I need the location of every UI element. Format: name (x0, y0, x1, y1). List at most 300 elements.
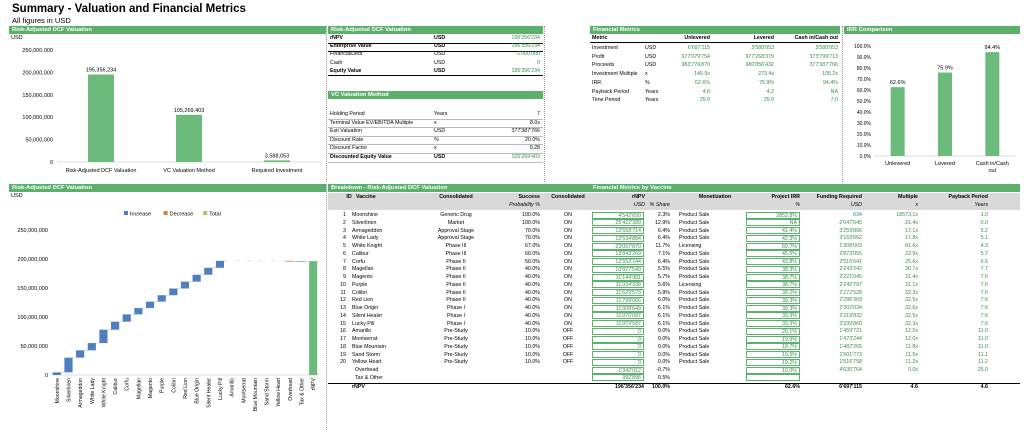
dcf-row-unit: USD (434, 51, 446, 58)
waterfall-bar (169, 288, 177, 295)
fin-metrics-header: Financial Metrics (590, 26, 840, 34)
vc-row-value: 377'387'766 (511, 128, 540, 135)
breakdown-row-probability: 40.0% (524, 297, 540, 304)
breakdown-row-monetization: Product Sale (679, 328, 710, 335)
breakdown-row-monetization: Product Sale (679, 219, 710, 226)
fmv-row-payback: 5.2 (980, 227, 988, 234)
waterfall-category-label: Tax & Other (299, 378, 306, 406)
waterfall-bar (181, 282, 189, 289)
breakdown-row-rnpv[interactable]: 13'843'269 (592, 250, 644, 257)
breakdown-row-status[interactable]: ON (564, 289, 572, 296)
waterfall-bar (88, 343, 96, 350)
breakdown-row-status[interactable]: ON (564, 250, 572, 257)
waterfall-category-label: Red Lion (183, 378, 189, 399)
fmv-row-multiple: 32.5x (905, 312, 918, 319)
breakdown-row-vaccine: Magellan (352, 266, 374, 273)
fmv-row-multiple: 81.6x (905, 243, 918, 249)
dcf-chart-data-label: 105,269,403 (173, 107, 205, 114)
vc-row-label: Discount Factor (330, 145, 368, 152)
breakdown-row-monetization: Product Sale (679, 312, 710, 319)
waterfall-bar (309, 261, 317, 375)
breakdown-row-monetization: Product Sale (679, 274, 710, 280)
fin-row-value: 377'387'766 (809, 62, 838, 69)
vc-row-label: Holding Period (330, 111, 365, 117)
fmv-row-irr[interactable]: 39.3% (746, 312, 800, 319)
breakdown-row-probability: 10.0% (524, 328, 540, 335)
waterfall-chart (9, 205, 326, 431)
vc-row-divider (328, 162, 543, 163)
waterfall-category-label: Silverlinen (66, 378, 73, 402)
breakdown-row-share: 6.4% (657, 227, 670, 234)
breakdown-row-vaccine: Silent Healer (352, 312, 383, 319)
fmv-row-irr[interactable]: 45.5% (746, 250, 800, 257)
waterfall-category-label: White Lady (89, 378, 96, 404)
waterfall-ytick: 150,000,000 (17, 286, 48, 292)
breakdown-row-rnpv[interactable]: 11'979'587 (592, 320, 644, 327)
breakdown-row-stage: Pre-Study (444, 343, 468, 350)
fin-row-label: IRR (592, 79, 602, 86)
breakdown-row-rnpv[interactable]: 23'057'870 (592, 243, 644, 250)
breakdown-row-vaccine: Magento (352, 274, 373, 280)
waterfall-bar (204, 268, 212, 275)
breakdown-row-probability: 100.0% (522, 212, 540, 218)
fin-row-value: NA (830, 88, 838, 95)
breakdown-row-monetization: Licensing (679, 243, 702, 249)
breakdown-row-vaccine: Overhead (355, 367, 379, 373)
breakdown-row-stage: Pre-Study (444, 336, 468, 342)
fmv-row-multiple: 12.2x (905, 328, 918, 335)
fmv-row-payback: 7.6 (980, 297, 988, 304)
breakdown-subheader: % (795, 202, 800, 208)
breakdown-total-label: rNPV (352, 383, 365, 390)
fmv-row-payback: 7.6 (980, 274, 988, 280)
waterfall-category-label: Silent Healer (206, 378, 213, 408)
breakdown-row-vaccine: Amarillo (352, 328, 372, 335)
waterfall-bar (286, 261, 294, 262)
breakdown-row-vaccine: Yellow Heart (352, 359, 382, 366)
breakdown-row-vaccine: Corfu (352, 258, 365, 265)
fmv-row-funding: 4'630'764 (839, 367, 862, 373)
breakdown-row-probability: 10.0% (524, 336, 540, 342)
breakdown-row-rnpv[interactable]: 0 (592, 343, 644, 350)
fmv-row-irr[interactable]: 69.7% (746, 243, 800, 250)
fmv-row-irr[interactable]: 38.7% (746, 274, 800, 281)
breakdown-row-share: 12.9% (654, 219, 670, 226)
fin-row-label: Profit (592, 53, 605, 60)
irr-chart-ytick: 80.0% (856, 66, 871, 72)
breakdown-row-stage: Pre-Study (444, 328, 468, 335)
irr-chart-ytick: 70.0% (856, 77, 871, 83)
breakdown-row-share: 5.6% (657, 281, 670, 288)
breakdown-row-status[interactable]: ON (564, 320, 572, 327)
breakdown-subheader: x (915, 202, 918, 208)
dcf-chart-unit: USD (11, 35, 23, 41)
vc-row-value: 20.0% (524, 136, 540, 143)
fmv-row-funding: 3'163'662 (839, 235, 862, 242)
breakdown-row-probability: 40.0% (524, 312, 540, 319)
fin-row-value: 7.0 (830, 97, 838, 104)
fin-row-value: 6'697'115 (687, 45, 710, 51)
breakdown-row-vaccine: Silverlinen (352, 219, 377, 226)
fmv-row-multiple: 32.3x (905, 320, 918, 327)
fmv-total-irr: 62.6% (784, 383, 800, 390)
fin-row-unit: USD (645, 53, 657, 60)
breakdown-row-share: 6.1% (657, 305, 670, 311)
waterfall-category-label: Magento (148, 378, 155, 399)
waterfall-legend-swatch (124, 211, 128, 215)
breakdown-col-header: Project IRR (771, 194, 800, 200)
irr-chart-ytick: 40.0% (856, 110, 871, 116)
breakdown-row-id: 8 (343, 266, 346, 273)
breakdown-row-stage: Generic Drug (440, 212, 472, 218)
breakdown-row-probability: 40.0% (524, 289, 540, 296)
fmv-header: Financial Metrics by Vaccine (590, 184, 1020, 192)
fmv-row-funding: 3'259'806 (839, 227, 862, 234)
vc-row-unit: Years (434, 111, 448, 117)
fmv-row-irr[interactable]: 39.3% (746, 305, 800, 312)
fin-header-divider (590, 42, 840, 43)
fmv-row-irr[interactable]: 2853.8% (746, 212, 800, 219)
dcf-chart-ytick: 50,000,000 (25, 137, 53, 144)
fmv-row-multiple: 30.7x (905, 266, 918, 273)
waterfall-category-label: White Knight (101, 378, 108, 408)
breakdown-header: Breakdown - Risk-Adjusted DCF Valuation (328, 184, 590, 192)
breakdown-row-rnpv[interactable]: 25'422'389 (592, 219, 644, 226)
breakdown-row-id: 10 (340, 281, 346, 288)
breakdown-row-probability: 70.0% (524, 235, 540, 242)
breakdown-row-vaccine: Sand Storm (352, 351, 380, 358)
breakdown-row-share: 2.3% (657, 212, 670, 218)
fmv-row-funding: -2'047'645 (837, 219, 862, 226)
vc-row-label: Discount Rate (330, 136, 364, 143)
fmv-row-funding: 1'501'773 (839, 351, 862, 358)
dcf-row-value: 0 (537, 59, 540, 66)
breakdown-total-rnpv: 196'356'234 (614, 383, 644, 390)
fmv-row-irr[interactable]: 10.0% (746, 367, 800, 374)
vc-row-value: 8.0x (529, 119, 540, 126)
breakdown-row-share: 0.0% (657, 336, 670, 342)
fmv-row-irr[interactable]: 19.5% (746, 351, 800, 358)
breakdown-row-status[interactable]: ON (564, 297, 572, 304)
breakdown-row-status[interactable]: ON (564, 235, 572, 242)
breakdown-row-status[interactable]: ON (564, 305, 572, 311)
fmv-row-multiple: -31.4x (903, 219, 918, 226)
waterfall-category-label: Magellan (136, 378, 143, 400)
fmv-row-funding: 1'487'265 (839, 343, 862, 350)
fmv-row-multiple: 31.4x (905, 274, 918, 280)
dcf-row-unit: USD (434, 35, 446, 41)
fin-row-label: Time Period (592, 97, 621, 104)
fmv-row-irr[interactable]: 38.3% (746, 266, 800, 273)
waterfall-category-label: rNPV (311, 378, 318, 391)
fmv-row-irr[interactable]: 19.7% (746, 343, 800, 350)
waterfall-category-label: Montserrat (241, 378, 248, 403)
dcf-row-value: 196'356'234 (511, 35, 540, 41)
waterfall-category-label: Armageddon (78, 378, 85, 408)
breakdown-row-vaccine: Lucky Pill (352, 320, 375, 327)
dcf-chart-category-label: Required Investment (251, 168, 303, 174)
breakdown-row-stage: Pre-Study (444, 359, 468, 366)
breakdown-row-id: 19 (340, 351, 346, 358)
breakdown-row-rnpv[interactable]: 12'534'884 (592, 235, 644, 242)
breakdown-row-status[interactable]: OFF (562, 336, 574, 342)
dcf-row-value: -1'000'000 (515, 51, 540, 58)
fin-row-value: 977'268'379 (745, 53, 774, 60)
breakdown-row-monetization: Product Sale (679, 289, 710, 296)
vc-row-label: Terminal Value EV/EBITDA Multiple (330, 119, 414, 126)
breakdown-row-monetization: Product Sale (679, 212, 710, 218)
breakdown-row-probability: 10.0% (524, 351, 540, 358)
breakdown-row-share: 11.7% (655, 243, 670, 249)
dcf-chart-header: Risk-Adjusted DCF Valuation (9, 26, 326, 34)
irr-chart-data-label: 94.4% (984, 45, 1001, 52)
dcf-chart-ytick: 100,000,000 (22, 115, 53, 122)
fmv-row-multiple: 12.0x (905, 336, 918, 342)
breakdown-row-rnpv[interactable]: 992'896 (592, 374, 644, 381)
breakdown-row-rnpv[interactable]: 0 (592, 336, 644, 343)
fmv-row-funding: 2'286'369 (839, 297, 862, 304)
irr-bar-chart (844, 36, 1020, 181)
dcf-row-label: Cash (330, 59, 343, 66)
breakdown-row-rnpv[interactable]: 11'970'087 (592, 312, 644, 319)
breakdown-row-id: 7 (343, 258, 346, 265)
breakdown-row-id: 17 (340, 336, 346, 342)
fmv-row-payback: 11.2 (978, 359, 988, 366)
dcf-table-header: Risk-Adjusted DCF Valuation (328, 26, 543, 34)
fmv-row-irr[interactable]: 39.3% (746, 297, 800, 304)
fin-row-unit: Years (645, 88, 659, 95)
breakdown-row-rnpv[interactable]: 0 (592, 328, 644, 335)
irr-chart-category-label: out (988, 168, 997, 174)
breakdown-row-monetization: Product Sale (679, 336, 710, 342)
breakdown-subheader: Years (974, 202, 988, 208)
breakdown-col-header: rNPV (632, 194, 645, 200)
breakdown-row-rnpv[interactable]: 4'542'650 (592, 212, 644, 219)
waterfall-ytick: 100,000,000 (17, 315, 48, 321)
fin-row-value: 4.2 (766, 88, 774, 95)
fin-row-label: Payback Period (592, 88, 630, 95)
fin-row-value: 3'588'053 (751, 45, 774, 51)
breakdown-row-probability: 67.0% (524, 243, 540, 249)
fmv-row-irr[interactable]: 39.3% (746, 320, 800, 327)
irr-chart-bar (985, 52, 999, 156)
breakdown-row-probability: 40.0% (524, 281, 540, 288)
fmv-row-irr[interactable]: 42.3% (746, 235, 800, 242)
breakdown-row-status[interactable]: ON (564, 281, 572, 288)
dcf-chart-bar (88, 74, 114, 162)
fmv-row-payback: 0.0 (980, 219, 988, 226)
breakdown-row-monetization: Product Sale (679, 343, 710, 350)
breakdown-row-id: 13 (340, 305, 346, 311)
breakdown-row-rnpv[interactable]: 10'827'549 (592, 266, 644, 273)
waterfall-ytick: 50,000,000 (20, 344, 48, 350)
breakdown-row-rnpv[interactable]: -1'342'012 (592, 367, 644, 374)
fmv-row-funding: 2'243'242 (839, 266, 862, 273)
irr-chart-bar (891, 87, 905, 156)
breakdown-row-probability: 70.0% (524, 227, 540, 234)
irr-chart-ytick: 100.0% (854, 44, 871, 50)
breakdown-row-stage: Phase II (446, 297, 466, 304)
fmv-row-irr[interactable]: 39.2% (746, 289, 800, 296)
breakdown-row-rnpv[interactable]: 11'144'981 (592, 274, 644, 281)
breakdown-row-stage: Phase II (446, 258, 466, 265)
fmv-row-irr[interactable]: 43.8% (746, 258, 800, 265)
dcf-row-unit: USD (434, 59, 446, 66)
dcf-row-divider (328, 75, 543, 76)
fmv-row-multiple: 25.6x (905, 258, 918, 265)
breakdown-subheader: % Share (649, 202, 670, 208)
breakdown-row-rnpv[interactable]: 11'629'573 (592, 289, 644, 296)
breakdown-row-monetization: Product Sale (679, 235, 710, 242)
fin-row-value: 94.4% (822, 79, 838, 86)
fmv-row-irr[interactable]: 41.4% (746, 227, 800, 234)
fmv-row-payback: 11.0 (978, 336, 988, 342)
waterfall-legend-label: Total (209, 211, 221, 218)
breakdown-row-rnpv[interactable]: 11'034'338 (592, 281, 644, 288)
dcf-chart-category-label: VC Valuation Method (163, 168, 215, 174)
fmv-row-funding: 634 (853, 212, 862, 218)
breakdown-row-status[interactable]: ON (564, 312, 572, 319)
fmv-row-payback: 1.0 (980, 212, 988, 218)
valuation-bar-chart (9, 40, 326, 180)
breakdown-row-status[interactable]: ON (564, 212, 572, 218)
breakdown-row-stage: Phase I (447, 320, 465, 327)
fmv-row-multiple: 17.1x (905, 227, 918, 234)
fin-row-value: 980'856'432 (745, 62, 774, 69)
dcf-row-label: Equity Value (330, 67, 362, 74)
fin-col-header: Cash in/Cash out (794, 35, 838, 41)
irr-chart-header: IRR Comparison (844, 26, 1020, 34)
fin-row-value: 146.9x (694, 71, 710, 78)
breakdown-row-status[interactable]: OFF (562, 328, 574, 335)
breakdown-row-stage: Phase II (446, 266, 466, 273)
breakdown-row-share: 6.0% (657, 297, 670, 304)
fmv-row-irr[interactable]: 19.9% (746, 336, 800, 343)
waterfall-bar (123, 314, 131, 321)
irr-chart-data-label: 62.6% (889, 80, 906, 87)
fmv-row-funding: 2'272'528 (839, 289, 862, 296)
irr-chart-data-label: 75.9% (937, 65, 953, 72)
fmv-row-irr[interactable]: 20.1% (746, 328, 800, 335)
fmv-row-funding: 2'515'641 (839, 258, 862, 265)
fin-row-unit: USD (645, 45, 657, 51)
breakdown-row-rnpv[interactable]: 0 (592, 359, 644, 366)
irr-chart-ytick: 60.0% (856, 88, 871, 94)
breakdown-row-rnpv[interactable]: 0 (592, 351, 644, 358)
breakdown-row-vaccine: Armageddon (352, 227, 383, 234)
fmv-row-irr[interactable]: NA (746, 219, 800, 226)
breakdown-row-id: 16 (340, 328, 346, 335)
waterfall-category-label: Sand Storm (264, 378, 271, 406)
irr-chart-bar (938, 73, 952, 156)
page-subtitle: All figures in USD (12, 16, 71, 25)
breakdown-row-status[interactable]: ON (564, 227, 572, 234)
fmv-row-funding: 1'516'758 (839, 359, 862, 366)
fmv-row-irr[interactable]: 38.7% (746, 281, 800, 288)
breakdown-row-status[interactable]: ON (564, 274, 572, 280)
irr-chart-category-label: Cash in/Cash (975, 161, 1009, 167)
breakdown-row-id: 15 (340, 320, 346, 327)
fmv-row-multiple: 17.8x (905, 235, 918, 242)
dcf-chart-category-label: Risk-Adjusted DCF Valuation (65, 168, 137, 174)
breakdown-row-monetization: Product Sale (679, 250, 710, 257)
fmv-row-payback: 11.1 (978, 351, 988, 358)
dcf-row-value: 195'356'234 (511, 67, 540, 74)
breakdown-row-vaccine: White Knight (352, 243, 383, 249)
breakdown-row-rnpv[interactable]: 11'908'649 (592, 305, 644, 312)
breakdown-row-share: 5.5% (657, 266, 670, 273)
vc-row-label: Exit Valuation (330, 128, 362, 135)
waterfall-bar (297, 261, 305, 262)
vc-table-header: VC Valuation Method (328, 91, 543, 99)
fin-row-value: 977'079'754 (681, 53, 710, 60)
fmv-row-payback: 25.0 (977, 367, 988, 373)
breakdown-row-probability: 50.0% (524, 258, 540, 265)
breakdown-row-monetization: Product Sale (679, 320, 710, 327)
fin-row-unit: % (645, 79, 650, 86)
fmv-row-payback: 7.6 (980, 281, 988, 288)
waterfall-category-label: Blue Origin (194, 378, 201, 404)
waterfall-unit: USD (11, 193, 23, 199)
breakdown-row-probability: 40.0% (524, 320, 540, 327)
breakdown-row-status[interactable]: OFF (562, 359, 574, 366)
breakdown-row-id: 1 (343, 212, 346, 218)
fmv-row-funding: 2'319'832 (839, 312, 862, 319)
irr-chart-category-label: Levered (935, 161, 955, 167)
waterfall-bar (158, 295, 166, 301)
breakdown-row-share: 0.0% (657, 359, 670, 366)
fin-row-unit: x (645, 71, 648, 78)
fmv-row-multiple: 18573.1x (896, 212, 918, 218)
breakdown-row-status[interactable]: ON (564, 243, 572, 249)
fmv-row-funding: 2'873'055 (839, 250, 862, 257)
waterfall-header: Risk-Adjusted DCF Valuation (9, 184, 326, 192)
breakdown-row-rnpv[interactable]: 12'558'714 (592, 227, 644, 234)
breakdown-row-status[interactable]: OFF (562, 343, 574, 350)
breakdown-row-status[interactable]: OFF (562, 351, 574, 358)
fmv-row-irr[interactable] (746, 374, 800, 381)
breakdown-row-id: 20 (340, 359, 346, 366)
breakdown-row-rnpv[interactable]: 12'552'744 (592, 258, 644, 265)
fmv-row-payback: 7.6 (980, 305, 988, 311)
fmv-row-multiple: 32.6x (905, 305, 918, 311)
fin-col-header: Levered (753, 35, 774, 41)
dcf-chart-ytick: 200,000,000 (22, 70, 53, 77)
dcf-row-label: rNPV (330, 35, 343, 41)
fmv-row-irr[interactable]: 19.2% (746, 359, 800, 366)
fmv-row-multiple: 0.0x (907, 367, 918, 373)
breakdown-col-header: Payback Period (948, 194, 988, 200)
breakdown-row-status[interactable]: ON (564, 258, 572, 265)
waterfall-bar (216, 261, 224, 268)
fmv-row-multiple: 11.2x (905, 359, 918, 366)
breakdown-row-vaccine: White Lady (352, 235, 379, 242)
fmv-row-multiple: 22.9x (905, 250, 918, 257)
breakdown-row-share: 0.0% (657, 343, 670, 350)
breakdown-row-share: 6.4% (657, 235, 670, 242)
breakdown-row-rnpv[interactable]: 11'799'066 (592, 297, 644, 304)
fin-row-value: 4.6 (702, 88, 710, 95)
breakdown-row-share: 0.0% (657, 328, 670, 335)
waterfall-category-label: Lucky Pill (217, 378, 224, 400)
breakdown-row-status[interactable]: ON (564, 219, 572, 226)
irr-chart-ytick: 10.0% (856, 143, 871, 149)
dcf-chart-bar (176, 115, 202, 162)
breakdown-row-status[interactable]: ON (564, 266, 572, 273)
breakdown-row-monetization: Product Sale (679, 258, 710, 265)
fmv-row-funding: 1'459'721 (839, 328, 862, 335)
breakdown-row-probability: 40.0% (524, 274, 540, 280)
